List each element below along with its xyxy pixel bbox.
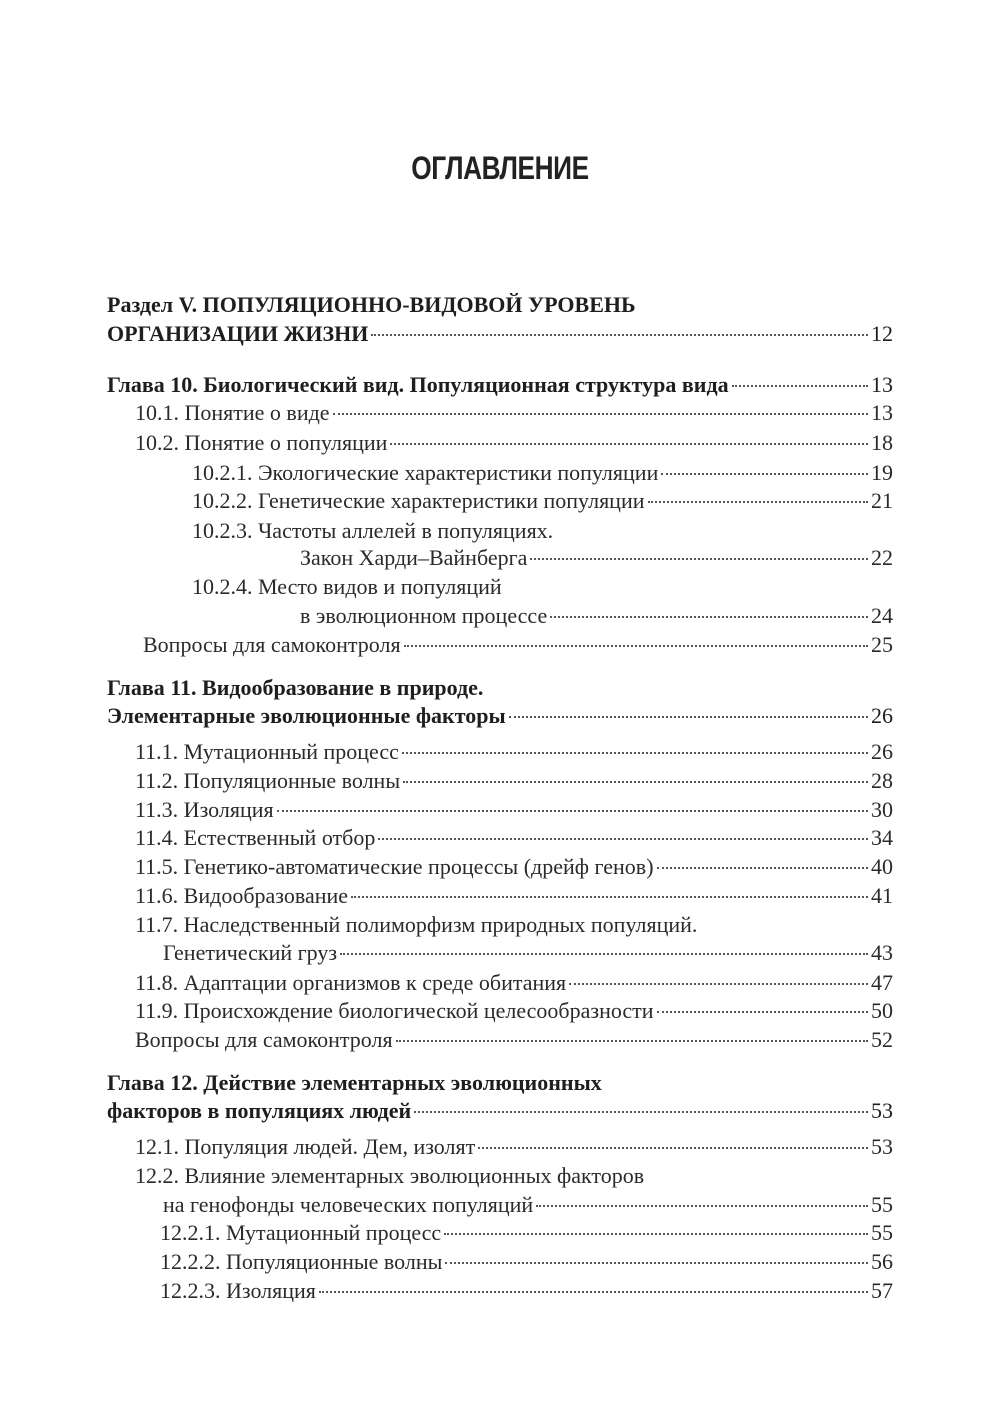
toc-entry bbox=[135, 1026, 893, 1054]
leader-dots bbox=[396, 1040, 868, 1042]
toc-entry bbox=[107, 702, 893, 730]
toc-entry-label: Закон Харди–Вайнберга bbox=[300, 545, 528, 570]
toc-page-number: 41 bbox=[871, 883, 893, 908]
leader-dots bbox=[478, 1147, 868, 1149]
toc-entry-label: Раздел V. ПОПУЛЯЦИОННО-ВИДОВОЙ УРОВЕНЬ bbox=[107, 292, 636, 317]
leader-dots bbox=[390, 443, 868, 445]
toc-entry bbox=[160, 1219, 893, 1247]
toc-page-number: 50 bbox=[871, 998, 893, 1023]
toc-entry-label: 11.8. Адаптации организмов к среде обитания bbox=[135, 970, 567, 995]
toc-entry bbox=[163, 939, 893, 967]
leader-dots bbox=[445, 1262, 868, 1264]
toc-page-number: 30 bbox=[871, 797, 893, 822]
toc-page-number: 24 bbox=[871, 603, 893, 628]
toc-entry bbox=[143, 631, 893, 659]
leader-dots bbox=[371, 334, 868, 336]
toc-entry bbox=[107, 291, 636, 319]
toc-entry-label: 11.7. Наследственный полиморфизм природных популяций. bbox=[135, 912, 698, 937]
toc-page-number: 53 bbox=[871, 1134, 893, 1159]
leader-dots bbox=[550, 616, 868, 618]
toc-page-number: 19 bbox=[871, 460, 893, 485]
toc-entry-label: 12.2.1. Мутационный процесс bbox=[160, 1220, 442, 1245]
toc-entry bbox=[135, 997, 893, 1025]
toc-entry-label: 10.2. Понятие о популяции bbox=[135, 430, 388, 455]
toc-entry bbox=[107, 320, 893, 348]
toc-entry bbox=[160, 1277, 893, 1305]
toc-page-number: 25 bbox=[871, 632, 893, 657]
toc-entry-label: 10.2.3. Частоты аллелей в популяциях. bbox=[192, 518, 554, 543]
toc-entry bbox=[135, 738, 893, 766]
leader-dots bbox=[404, 645, 868, 647]
toc-page-number: 34 bbox=[871, 825, 893, 850]
toc-entry-label: на генофонды человеческих популяций bbox=[163, 1192, 534, 1217]
toc-entry-label: Вопросы для самоконтроля bbox=[135, 1027, 393, 1052]
toc-entry bbox=[163, 1191, 893, 1219]
toc-entry-label: 12.2.2. Популяционные волны bbox=[160, 1249, 443, 1274]
toc-entry bbox=[135, 767, 893, 795]
toc-entry bbox=[192, 573, 502, 601]
leader-dots bbox=[648, 501, 868, 503]
toc-entry bbox=[300, 544, 893, 572]
toc-page-number: 28 bbox=[871, 768, 893, 793]
toc-entry bbox=[192, 487, 893, 515]
leader-dots bbox=[657, 867, 868, 869]
toc-page-number: 53 bbox=[871, 1098, 893, 1123]
toc-page-number: 21 bbox=[871, 488, 893, 513]
leader-dots bbox=[509, 716, 868, 718]
leader-dots bbox=[319, 1291, 868, 1293]
toc-entry bbox=[135, 399, 893, 427]
toc-entry bbox=[160, 1248, 893, 1276]
toc-entry bbox=[192, 459, 893, 487]
toc-entry-label: 10.2.1. Экологические характеристики популяции bbox=[192, 460, 659, 485]
toc-entry-label: 12.1. Популяция людей. Дем, изолят bbox=[135, 1134, 476, 1159]
toc-entry bbox=[135, 796, 893, 824]
toc-page-number: 52 bbox=[871, 1027, 893, 1052]
toc-entry-label: 11.6. Видообразование bbox=[135, 883, 349, 908]
toc-entry bbox=[107, 674, 483, 702]
toc-entry-label: 12.2. Влияние элементарных эволюционных факторов bbox=[135, 1163, 645, 1188]
toc-entry-label: 10.2.4. Место видов и популяций bbox=[192, 574, 502, 599]
leader-dots bbox=[414, 1111, 868, 1113]
toc-entry bbox=[107, 1069, 602, 1097]
toc-entry-label: Глава 10. Биологический вид. Популяционная структура вида bbox=[107, 372, 729, 397]
leader-dots bbox=[444, 1233, 868, 1235]
toc-entry bbox=[135, 429, 893, 457]
toc-entry-label: 10.2.2. Генетические характеристики популяции bbox=[192, 488, 645, 513]
toc-entry bbox=[135, 911, 697, 939]
leader-dots bbox=[569, 983, 868, 985]
toc-entry-label: 11.3. Изоляция bbox=[135, 797, 274, 822]
toc-entry-label: 11.9. Происхождение биологической целесообразности bbox=[135, 998, 654, 1023]
toc-page-number: 12 bbox=[871, 321, 893, 346]
toc-page-number: 47 bbox=[871, 970, 893, 995]
toc-entry bbox=[135, 882, 893, 910]
toc-entry bbox=[107, 1097, 893, 1125]
toc-entry-label: 11.2. Популяционные волны bbox=[135, 768, 401, 793]
toc-entry bbox=[135, 969, 893, 997]
toc-entry-label: 11.4. Естественный отбор bbox=[135, 825, 376, 850]
leader-dots bbox=[657, 1011, 868, 1013]
leader-dots bbox=[378, 838, 868, 840]
toc-entry bbox=[300, 602, 893, 630]
leader-dots bbox=[403, 781, 868, 783]
toc-entry bbox=[135, 824, 893, 852]
toc-entry-label: Элементарные эволюционные факторы bbox=[107, 703, 506, 728]
leader-dots bbox=[530, 558, 868, 560]
toc-page-number: 13 bbox=[871, 400, 893, 425]
toc-page-number: 18 bbox=[871, 430, 893, 455]
toc-page-number: 40 bbox=[871, 854, 893, 879]
toc-entry-label: Глава 12. Действие элементарных эволюционных bbox=[107, 1070, 602, 1095]
toc-page-number: 56 bbox=[871, 1249, 893, 1274]
toc-page-number: 55 bbox=[871, 1220, 893, 1245]
leader-dots bbox=[351, 896, 868, 898]
toc-page-number: 22 bbox=[871, 545, 893, 570]
leader-dots bbox=[732, 385, 868, 387]
toc-entry-label: 12.2.3. Изоляция bbox=[160, 1278, 316, 1303]
toc-entry-label: Вопросы для самоконтроля bbox=[143, 632, 401, 657]
toc-entry-label: 11.5. Генетико-автоматические процессы (дрейф генов) bbox=[135, 854, 654, 879]
leader-dots bbox=[277, 810, 868, 812]
leader-dots bbox=[402, 752, 868, 754]
toc-page-number: 26 bbox=[871, 703, 893, 728]
toc-entry-label: Глава 11. Видообразование в природе. bbox=[107, 675, 484, 700]
toc-title: ОГЛАВЛЕНИЕ bbox=[411, 150, 589, 186]
toc-entry-label: 11.1. Мутационный процесс bbox=[135, 739, 399, 764]
toc-entry bbox=[192, 517, 553, 545]
toc-entry-label: факторов в популяциях людей bbox=[107, 1098, 412, 1123]
toc-entry-label: ОРГАНИЗАЦИИ ЖИЗНИ bbox=[107, 321, 369, 346]
toc-entry bbox=[135, 1162, 644, 1190]
toc-page-number: 43 bbox=[871, 940, 893, 965]
toc-entry-label: 10.1. Понятие о виде bbox=[135, 400, 330, 425]
leader-dots bbox=[536, 1205, 868, 1207]
toc-entry bbox=[107, 371, 893, 399]
toc-page-number: 26 bbox=[871, 739, 893, 764]
toc-page-number: 57 bbox=[871, 1278, 893, 1303]
toc-entry bbox=[135, 1133, 893, 1161]
leader-dots bbox=[333, 413, 868, 415]
toc-page-number: 13 bbox=[871, 372, 893, 397]
leader-dots bbox=[661, 473, 868, 475]
toc-page-number: 55 bbox=[871, 1192, 893, 1217]
toc-entry bbox=[135, 853, 893, 881]
toc-entry-label: в эволюционном процессе bbox=[300, 603, 548, 628]
toc-entry-label: Генетический груз bbox=[163, 940, 338, 965]
leader-dots bbox=[340, 953, 868, 955]
